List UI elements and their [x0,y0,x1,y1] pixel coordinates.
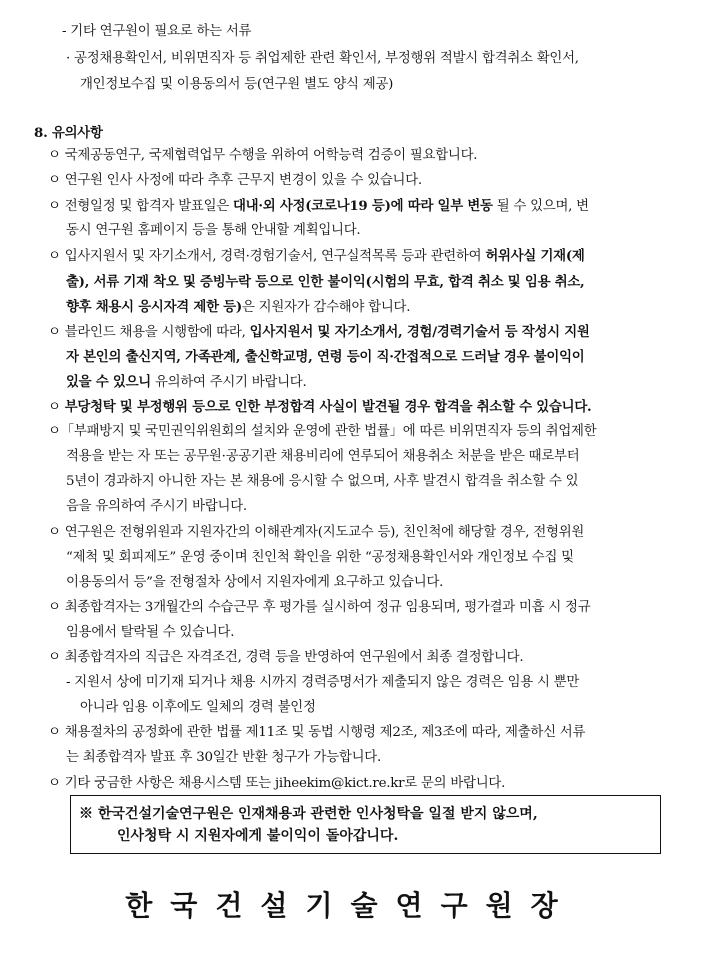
note-text: ㅇ「부패방지 및 국민권익위원회의 설치와 운영에 관한 법률」에 따른 비위면직자 등의 취업제한 [48,424,597,440]
extra-docs-bullet-line: · 공정채용확인서, 비위면직자 등 취업제한 관련 확인서, 부정행위 적발시 합격취소 확인서, [66,51,579,66]
note-text: - 지원서 상에 미기재 되거나 채용 시까지 경력증명서가 제출되지 않은 경력은 임용 시 뿐만 [66,675,580,691]
note-emphasis-text: 출), 서류 기재 착오 및 증빙누락 등으로 인한 불이익(시험의 무효, 합격 취소 및 임용 취소, [66,273,585,290]
note-text: ㅇ 채용절차의 공정화에 관한 법률 제11조 및 동법 시행령 제2조, 제3조에 따라, 제출하신 서류 [48,725,586,741]
note-item-line [48,521,584,545]
note-item-line [48,194,589,219]
note-item-continuation [66,495,247,519]
note-item-line [48,320,590,345]
note-item-line [48,169,422,193]
note-item-continuation [66,546,574,570]
note-item-line [48,395,591,420]
note-text: 될 수 있으며, 변 [492,199,589,215]
note-text: 은 지원자가 감수해야 합니다. [241,299,411,315]
note-item-line [48,721,585,745]
note-item-continuation [66,746,381,770]
note-item-continuation [66,295,410,320]
note-text: ㅇ 입사지원서 및 자기소개서, 경력·경험기술서, 연구실적목록 등과 관련하여 [48,249,486,265]
note-item-continuation [66,571,443,595]
note-text: 적용을 받는 자 또는 공무원·공공기관 채용비리에 연루되어 채용취소 처분을 받은 때로부터 [66,449,580,465]
note-text: ㅇ 전형일정 및 합격자 발표일은 [48,199,233,215]
note-text: ㅇ 최종합격자는 3개월간의 수습근무 후 평가를 실시하여 정규 임용되며, 평가결과 미흡 시 정규 [48,599,591,615]
note-item-line [48,646,523,670]
note-text: ㅇ 연구원 인사 사정에 따라 추후 근무지 변경이 있을 수 있습니다. [48,173,422,189]
note-text: 아니라 임용 이후에도 일체의 경력 불인정 [80,700,316,716]
note-text: ㅇ 블라인드 채용을 시행함에 따라, [48,324,250,340]
note-item-line [48,244,585,269]
note-item-continuation [80,696,316,720]
note-emphasis-text: 부당청탁 및 부정행위 등으로 인한 부정합격 사실이 발견될 경우 합격을 취소할 수 있습니다. [64,399,592,415]
note-item-line [66,671,579,695]
note-emphasis-text: 입사지원서 및 자기소개서, 경험/경력기술서 등 작성시 지원 [249,323,590,340]
note-item-continuation [66,219,360,243]
note-item-continuation [66,345,584,370]
notice-box [70,795,661,854]
note-emphasis-text: 향후 채용시 응시자격 제한 등) [66,298,242,315]
note-item-continuation [66,370,307,395]
note-text: 동시 연구원 홈페이지 등을 통해 안내할 계획입니다. [66,223,361,239]
notice-line: 인사청탁 시 지원자에게 불이익이 돌아갑니다. [117,828,399,844]
section-heading: 8. 유의사항 [34,125,103,141]
note-item-line [48,144,477,168]
note-emphasis-text: 있을 수 있으니 [66,373,151,390]
note-text: 유의하여 주시기 바랍니다. [150,374,307,390]
note-text: ㅇ 최종합격자의 직급은 자격조건, 경력 등을 반영하여 연구원에서 최종 결정합니다. [48,650,524,665]
note-item-continuation [66,445,579,469]
note-text: 이용동의서 등”을 전형절차 상에서 지원자에게 요구하고 있습니다. [66,574,444,590]
note-item-line [48,596,590,620]
note-text: 임용에서 탈락될 수 있습니다. [66,624,235,640]
note-emphasis-text: 대내·외 사정(코로나19 등)에 따라 일부 변동 [232,198,493,215]
note-text: ㅇ 국제공동연구, 국제협력업무 수행을 위하여 어학능력 검증이 필요합니다. [48,148,478,163]
note-item-line [48,420,596,444]
note-text: ㅇ [48,400,65,415]
note-item-line [48,772,505,796]
note-text: 5년이 경과하지 아니한 자는 본 채용에 응시할 수 없으며, 사후 발견시 합격을 취소할 수 있 [66,474,579,490]
note-text: 는 최종합격자 발표 후 30일간 반환 청구가 가능합니다. [66,750,381,766]
note-item-continuation [66,270,584,295]
note-text: ㅇ 연구원은 전형위원과 지원자간의 이해관계자(지도교수 등), 친인척에 해당할 경우, 전형위원 [48,524,585,540]
extra-docs-line: - 기타 연구원이 필요로 하는 서류 [62,24,252,39]
note-item-continuation [66,621,234,645]
note-emphasis-text: 자 본인의 출신지역, 가족관계, 출신학교명, 연령 등이 직·간접적으로 드러날 경우 불이익이 [66,348,585,365]
note-text: ㅇ 기타 궁금한 사항은 채용시스템 또는 jiheekim@kict.re.kr로 문의 바랍니다. [48,775,506,791]
note-item-continuation [66,470,578,494]
institute-president-signature: 한국건설기술연구원장 [125,889,576,922]
notice-line: ※ 한국건설기술연구원은 인재채용과 관련한 인사청탁을 일절 받지 않으며, [79,806,538,822]
note-text: 음을 유의하여 주시기 바랍니다. [66,499,247,515]
note-text: “제척 및 회피제도” 운영 중이며 친인척 확인을 위한 “공정채용확인서와 개인정보 수집 및 [66,549,574,565]
note-emphasis-text: 허위사실 기재(제 [485,248,585,265]
extra-docs-bullet-line: 개인정보수집 및 이용동의서 등(연구원 별도 양식 제공) [80,77,394,92]
